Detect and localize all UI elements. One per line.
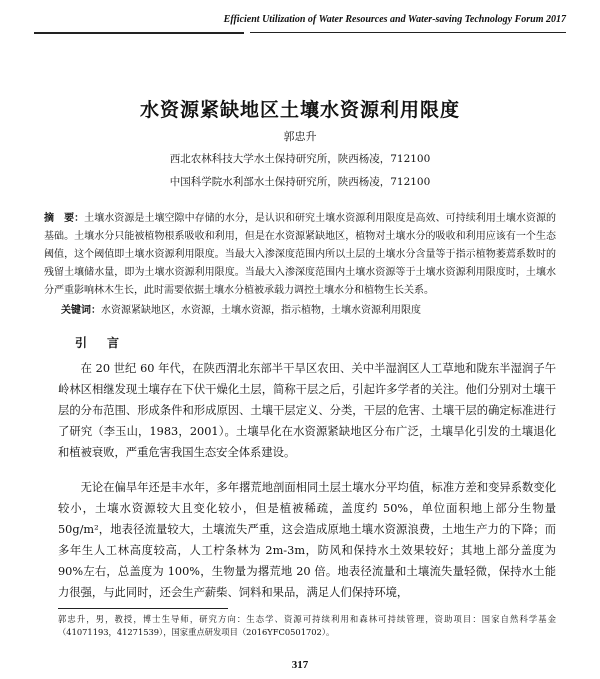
header-left-rule	[34, 32, 244, 34]
abstract-label: 摘 要：	[44, 213, 85, 224]
abstract	[44, 210, 556, 300]
body-paragraph-2: 无论在偏旱年还是丰水年，多年撂荒地剖面相同土层土壤水分平均值，标准方差和变异系数变化较小，土壤水资源较大且变化较小，但是植被稀疏，盖度约 50%，单位面积地上部分生物量 50g/m²，地表径流量较大，土壤流失严重，这会造成原地土壤水资源浪费，土地生产力的下降；而多年生人工林高度较高，人工柠条林为 2m-3m，防风和保持水土效果较好；其地上部分盖度为 90%左右，总盖度为 100%，生物量为撂荒地 20 倍。地表径流量和土壤流失量轻微，保持水土能力很强，与此同时，还会生产薪柴、饲料和果品，满足人们保持环境，	[58, 481, 556, 599]
affiliation-1: 西北农林科技大学水土保持研究所，陕西杨凌，712100	[169, 153, 431, 165]
running-header: Efficient Utilization of Water Resources and Water-saving Technology Forum 2017	[223, 14, 566, 25]
section-heading-introduction: 引 言	[75, 336, 124, 350]
footnote: 郭忠升，男，教授，博士生导师，研究方向：生态学、资源可持续利用和森林可持续管理，资助项目：国家自然科学基金（41071193，41271539），国家重点研发项目（2016YFC0501702）。	[58, 614, 556, 637]
footnote-rule	[58, 608, 228, 609]
paper-title: 水资源紧缺地区土壤水资源利用限度	[139, 99, 460, 121]
keywords	[61, 302, 556, 320]
body-paragraph-1: 在 20 世纪 60 年代，在陕西渭北东部半干旱区农田、关中半湿润区人工草地和陇东半湿润子午岭林区相继发现土壤存在下伏干燥化土层，简称干层之后，引起许多学者的关注。他们分别对土壤干层的分布范围、形成条件和形成原因、土壤干层定义、分类，干层的危害、土壤干层的确定标准进行了研究（李玉山，1983，2001）。土壤旱化在水资源紧缺地区分布广泛，土壤旱化引发的土壤退化和植被衰败，严重危害我国生态安全体系建设。	[58, 362, 556, 459]
affiliation-2: 中国科学院水利部水土保持研究所，陕西杨凌，712100	[169, 176, 431, 188]
page-number: 317	[291, 659, 309, 671]
abstract-text: 土壤水资源是土壤空隙中存储的水分，是认识和研究土壤水资源利用限度是高效、可持续利用土壤水资源的基础。土壤水分只能被植物根系吸收和利用，但是在水资源紧缺地区，植物对土壤水分的吸收和利用应该有一个生态阈值，这个阈值即土壤水资源利用限度。当最大入渗深度范围内所以土层的土壤水分含量等于指示植物萎蔫系数时的残留土壤储水量，即为土壤水资源利用限度。当最大入渗深度范围内土壤水资源等于土壤水资源利用限度时，土壤水分严重影响林木生长，此时需要依据土壤水分植被承载力调控土壤水分和植物生长关系。	[44, 213, 557, 296]
author-name: 郭忠升	[283, 130, 317, 143]
header-right-rule	[250, 32, 566, 33]
keywords-label: 关键词：	[61, 305, 101, 316]
keywords-text: 水资源紧缺地区，水资源，土壤水资源，指示植物，土壤水资源利用限度	[101, 305, 421, 316]
